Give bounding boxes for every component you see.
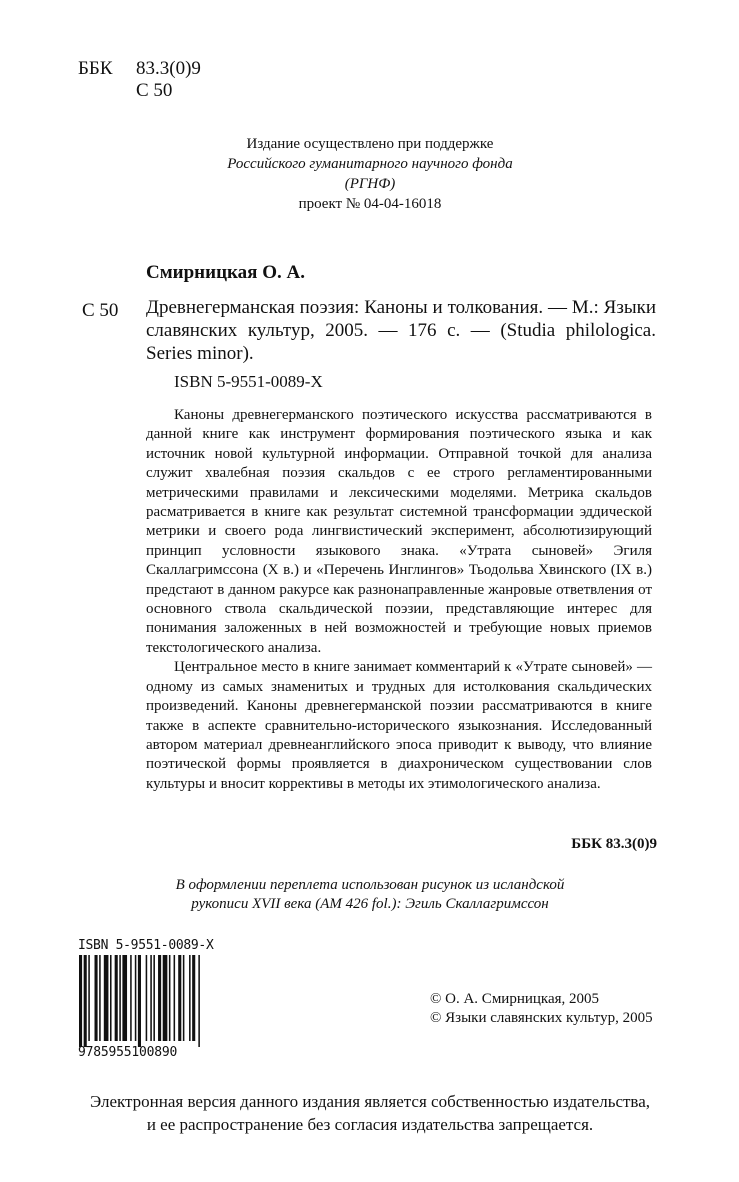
copyright-publisher: © Языки славянских культур, 2005	[430, 1010, 653, 1026]
barcode-block	[78, 938, 238, 1060]
cover-note	[130, 876, 610, 914]
barcode-isbn-text: ISBN 5-9551-0089-X	[78, 938, 214, 953]
copyright-notice	[20, 1090, 720, 1136]
funding-line-2: Российского гуманитарного научного фонда	[227, 156, 513, 172]
author-cipher: С 50	[136, 80, 173, 101]
bbk-classification	[78, 58, 201, 102]
funding-line-1: Издание осуществлено при поддержке	[246, 136, 494, 152]
catalog-cipher: С 50	[82, 300, 119, 321]
bbk-label: ББК	[78, 58, 113, 79]
abstract-paragraph-2: Центральное место в книге занимает комментарий к «Утрате сыновей» — одному из самых знаменитых и трудных для истолкования скальдических произведений. Каноны древнегерманской поэзии рассматриваются в книге также в аспекте сравнительно-исторического языкознания. Исследованный автором материал древнеанглийского эпоса приводит к выводу, что влияние поэтической формы проявляется в диахроническом существовании слов культуры и вносит коррективы в методы их этимологического анализа.	[146, 659, 652, 792]
copyright-block	[430, 990, 653, 1028]
isbn: ISBN 5-9551-0089-X	[174, 372, 323, 391]
abstract-paragraph-1: Каноны древнегерманского поэтического искусства рассматриваются в данной книге как инструмент формирования поэтического языка и как источник новой культурной информации. Отправной точкой для анализа служит хвалебная поэзия скальдов с ее строго регламентированными метрическими правилами и лексическими моделями. Метрика скальдов расматривается в книге как результат системной трансформации эддической метрики и своего рода лингвистический эксперимент, абсолютизирующий принцип условности языкового знака. «Утрата сыновей» Эгиля Скаллагримссона (X в.) и «Перечень Инглингов» Тьодольва Хвинского (IX в.) предстают в данном ракурсе как разнонаправленные жанровые ответвления от основного ствола скальдической поэзии, представляющие интерес для понимания заложенных в ней возможностей и требующие новых приемов текстологического анализа.	[146, 407, 652, 656]
funding-line-4: проект № 04-04-16018	[298, 196, 442, 212]
abstract	[146, 406, 652, 794]
bibliographic-record: Древнегерманская поэзия: Каноны и толкования. — М.: Языки славянских культур, 2005. — 176 с. — (Studia philologica. Series minor).	[146, 297, 656, 364]
bbk-index-bottom: ББК 83.3(0)9	[571, 836, 657, 852]
barcode-icon	[78, 955, 236, 1047]
bbk-code: 83.3(0)9	[136, 58, 201, 79]
copyright-notice-line-2: и ее распространение без согласия издательства запрещается.	[146, 1115, 594, 1134]
copyright-notice-line-1: Электронная версия данного издания является собственностью издательства,	[89, 1092, 651, 1111]
cover-note-line-1: В оформлении переплета использован рисунок из исландской	[175, 877, 565, 893]
funding-note	[200, 134, 540, 214]
cover-note-line-2: рукописи XVII века (AM 426 fol.): Эгиль Скаллагримссон	[191, 896, 549, 912]
funding-line-3: (РГНФ)	[344, 176, 396, 192]
author-name: Смирницкая О. А.	[146, 262, 305, 283]
copyright-author: © О. А. Смирницкая, 2005	[430, 991, 600, 1007]
barcode-digits: 9785955100890	[78, 1045, 178, 1060]
